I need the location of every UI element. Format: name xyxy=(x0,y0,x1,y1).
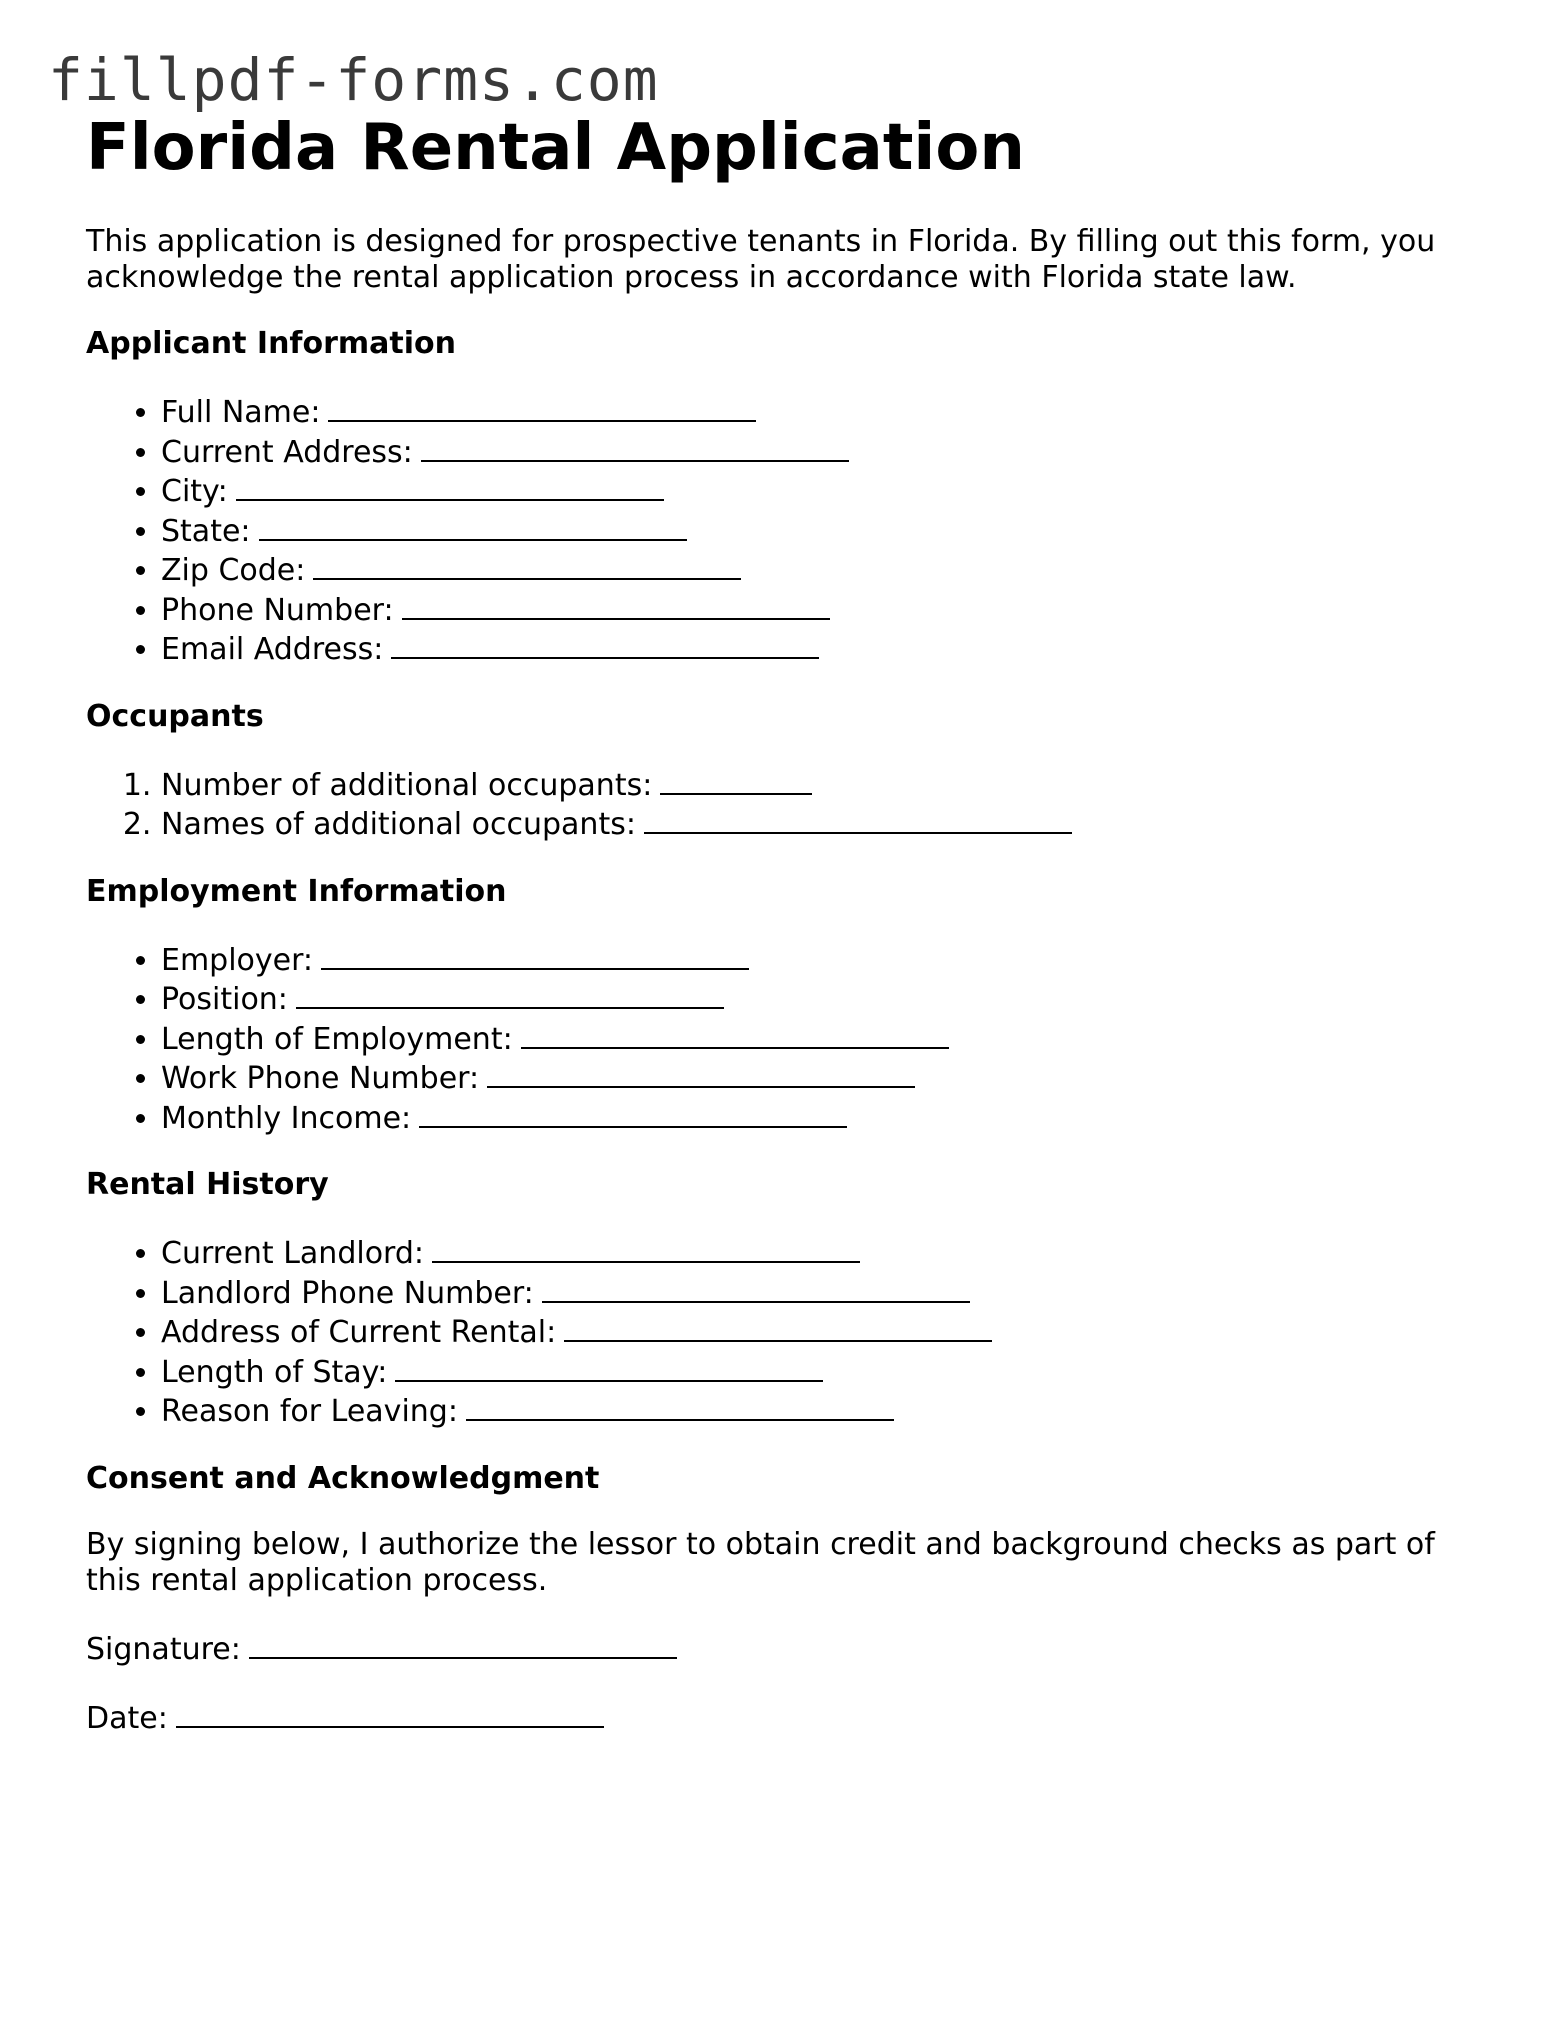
field-label: Zip Code: xyxy=(161,553,306,588)
address-of-current-rental-blank[interactable] xyxy=(564,1312,992,1342)
field-work-phone-number xyxy=(161,1058,1486,1098)
watermark: fillpdf-forms.com xyxy=(48,46,659,114)
field-city xyxy=(161,471,1486,511)
names-of-occupants-blank[interactable] xyxy=(644,804,1072,834)
field-label: Number of additional occupants: xyxy=(161,767,653,803)
field-label: Current Landlord: xyxy=(161,1236,425,1271)
field-label: Email Address: xyxy=(161,632,384,667)
field-label: Length of Stay: xyxy=(161,1354,388,1390)
field-position xyxy=(161,979,1486,1019)
rental-history-heading: Rental History xyxy=(86,1167,329,1202)
employer-blank[interactable] xyxy=(321,940,749,970)
field-label: Phone Number: xyxy=(161,592,394,628)
signature-label: Signature: xyxy=(86,1631,241,1667)
field-label: Position: xyxy=(161,982,288,1017)
city-blank[interactable] xyxy=(236,471,664,501)
field-label: State: xyxy=(161,513,251,549)
zip-code-blank[interactable] xyxy=(313,550,741,580)
field-state xyxy=(161,511,1486,551)
field-number-of-occupants xyxy=(161,765,1486,805)
email-address-blank[interactable] xyxy=(391,629,819,659)
field-label: Reason for Leaving: xyxy=(161,1394,458,1429)
applicant-fields-list xyxy=(86,392,1486,669)
intro-paragraph: This application is designed for prospective tenants in Florida. By filling out this form, you acknowledge the rental application process in accordance with Florida state law. xyxy=(86,224,1436,295)
field-landlord-phone-number xyxy=(161,1273,1486,1313)
field-label: Length of Employment: xyxy=(161,1021,513,1057)
field-length-of-stay xyxy=(161,1352,1486,1392)
occupants-heading: Occupants xyxy=(86,698,264,734)
field-label: Employer: xyxy=(161,942,314,978)
landlord-phone-number-blank[interactable] xyxy=(542,1273,970,1303)
employment-heading: Employment Information xyxy=(86,873,507,909)
field-monthly-income xyxy=(161,1098,1486,1138)
employment-fields-list xyxy=(86,940,1486,1138)
field-full-name xyxy=(161,392,1486,432)
phone-number-blank[interactable] xyxy=(402,590,830,620)
date-label: Date: xyxy=(86,1700,168,1736)
current-landlord-blank[interactable] xyxy=(432,1233,860,1263)
consent-paragraph: By signing below, I authorize the lessor to obtain credit and background checks as part of this rental application process. xyxy=(86,1526,1435,1598)
full-name-blank[interactable] xyxy=(328,392,756,422)
field-label: Monthly Income: xyxy=(161,1100,412,1136)
date-line xyxy=(86,1698,1486,1737)
signature-line xyxy=(86,1629,1486,1668)
field-label: Names of additional occupants: xyxy=(161,807,636,842)
field-label: Work Phone Number: xyxy=(161,1061,480,1096)
field-zip-code xyxy=(161,550,1486,590)
work-phone-number-blank[interactable] xyxy=(487,1058,915,1088)
field-names-of-occupants xyxy=(161,804,1486,844)
length-of-employment-blank[interactable] xyxy=(521,1019,949,1049)
applicant-heading: Applicant Information xyxy=(86,326,456,361)
monthly-income-blank[interactable] xyxy=(419,1098,847,1128)
field-current-landlord xyxy=(161,1233,1486,1273)
field-reason-for-leaving xyxy=(161,1391,1486,1431)
document-page xyxy=(86,108,1486,1737)
position-blank[interactable] xyxy=(296,979,724,1009)
occupants-fields-list xyxy=(86,765,1486,844)
field-email-address xyxy=(161,629,1486,669)
field-label: Full Name: xyxy=(161,395,321,430)
field-address-of-current-rental xyxy=(161,1312,1486,1352)
field-label: Address of Current Rental: xyxy=(161,1315,557,1350)
field-label: City: xyxy=(161,474,228,509)
field-label: Landlord Phone Number: xyxy=(161,1275,534,1311)
consent-heading: Consent and Acknowledgment xyxy=(86,1460,600,1496)
field-employer xyxy=(161,940,1486,980)
field-label: Current Address: xyxy=(161,434,413,470)
reason-for-leaving-blank[interactable] xyxy=(466,1391,894,1421)
field-phone-number xyxy=(161,590,1486,630)
rental-history-fields-list xyxy=(86,1233,1486,1431)
length-of-stay-blank[interactable] xyxy=(395,1352,823,1382)
field-current-address xyxy=(161,432,1486,472)
date-blank[interactable] xyxy=(176,1698,604,1728)
number-of-occupants-blank[interactable] xyxy=(660,765,812,795)
field-length-of-employment xyxy=(161,1019,1486,1059)
state-blank[interactable] xyxy=(259,511,687,541)
page-title: Florida Rental Application xyxy=(86,111,1025,185)
signature-blank[interactable] xyxy=(249,1629,677,1659)
current-address-blank[interactable] xyxy=(421,432,849,462)
